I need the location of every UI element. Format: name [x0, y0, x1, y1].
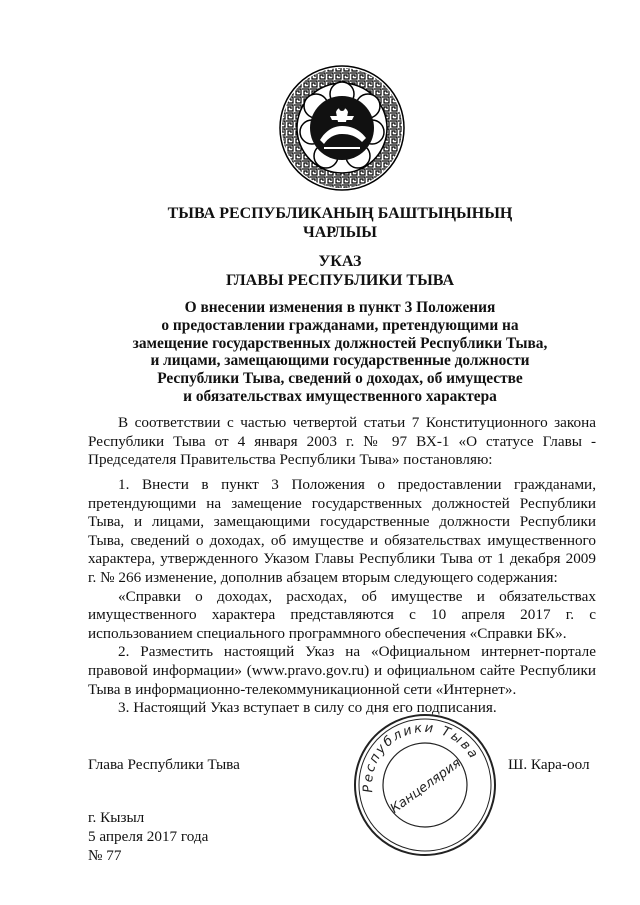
tyva-title-line2: ЧАРЛЫЫ — [302, 224, 377, 241]
decree-heading — [90, 252, 590, 290]
subject-line: Республики Тыва, сведений о доходах, об имуществе — [157, 370, 523, 388]
tyva-title-line1: ТЫВА РЕСПУБЛИКАНЫҢ БАШТЫҢЫНЫҢ — [167, 205, 513, 222]
signer-name: Ш. Кара-оол — [508, 756, 590, 773]
subject-line: О внесении изменения в пункт 3 Положения — [184, 299, 496, 316]
subject-line: замещение государственных должностей Республики Тыва, — [132, 334, 548, 352]
item-1: 1. Внести в пункт 3 Положения о предоставлении гражданами, претендующими на замещение государственных должностей Республики Тыва, и лицами, замещающими государственные должности Республики Тыва, сведений о доходах, об имуществе и обязательствах имущественного характера, утвержденного Указом Главы Республики Тыва от 1 декабря 2009 г. № 266 изменение, дополнив абзацем вторым следующего содержания: — [88, 476, 596, 586]
decree-subject — [90, 299, 590, 406]
items-block — [88, 476, 596, 718]
preamble-block — [88, 414, 596, 470]
decree-meta — [88, 808, 208, 865]
official-stamp — [352, 712, 498, 858]
subject-line: и обязательствах имущественного характера — [183, 387, 497, 405]
subject-line: о предоставлении гражданами, претендующими на — [161, 316, 519, 334]
preamble: В соответствии с частью четвертой статьи 7 Конституционного закона Республики Тыва от 4 января 2003 г. № 97 ВХ-1 «О статусе Главы - Председателя Правительства Республики Тыва» постановляю: — [88, 414, 596, 469]
tyva-title — [90, 204, 590, 242]
decree-number: № 77 — [88, 847, 122, 864]
date: 5 апреля 2017 года — [88, 828, 209, 845]
item-2: 2. Разместить настоящий Указ на «Официальном интернет-портале правовой информации» (www.pravo.gov.ru) и официальном сайте Республики Тыва в информационно-телекоммуникационной сети «Интернет». — [88, 643, 596, 698]
city: г. Кызыл — [88, 809, 145, 826]
signer-position: Глава Республики Тыва — [88, 756, 240, 773]
stamp-outer-text: Республики Тыва — [360, 720, 482, 793]
stamp-inner-text: Канцелярия — [387, 755, 464, 817]
doc-type: УКАЗ — [318, 253, 362, 270]
item-3: 3. Настоящий Указ вступает в силу со дня его подписания. — [118, 699, 497, 717]
subject-line: и лицами, замещающими государственные должности — [150, 352, 530, 370]
issuer: ГЛАВЫ РЕСПУБЛИКИ ТЫВА — [225, 272, 454, 289]
quote: «Справки о доходах, расходах, об имуществе и обязательствах имущественного характера представляются с 10 апреля 2017 г. с использованием специального программного обеспечения «Справки БК». — [88, 587, 596, 642]
tyva-emblem-icon — [278, 64, 406, 192]
